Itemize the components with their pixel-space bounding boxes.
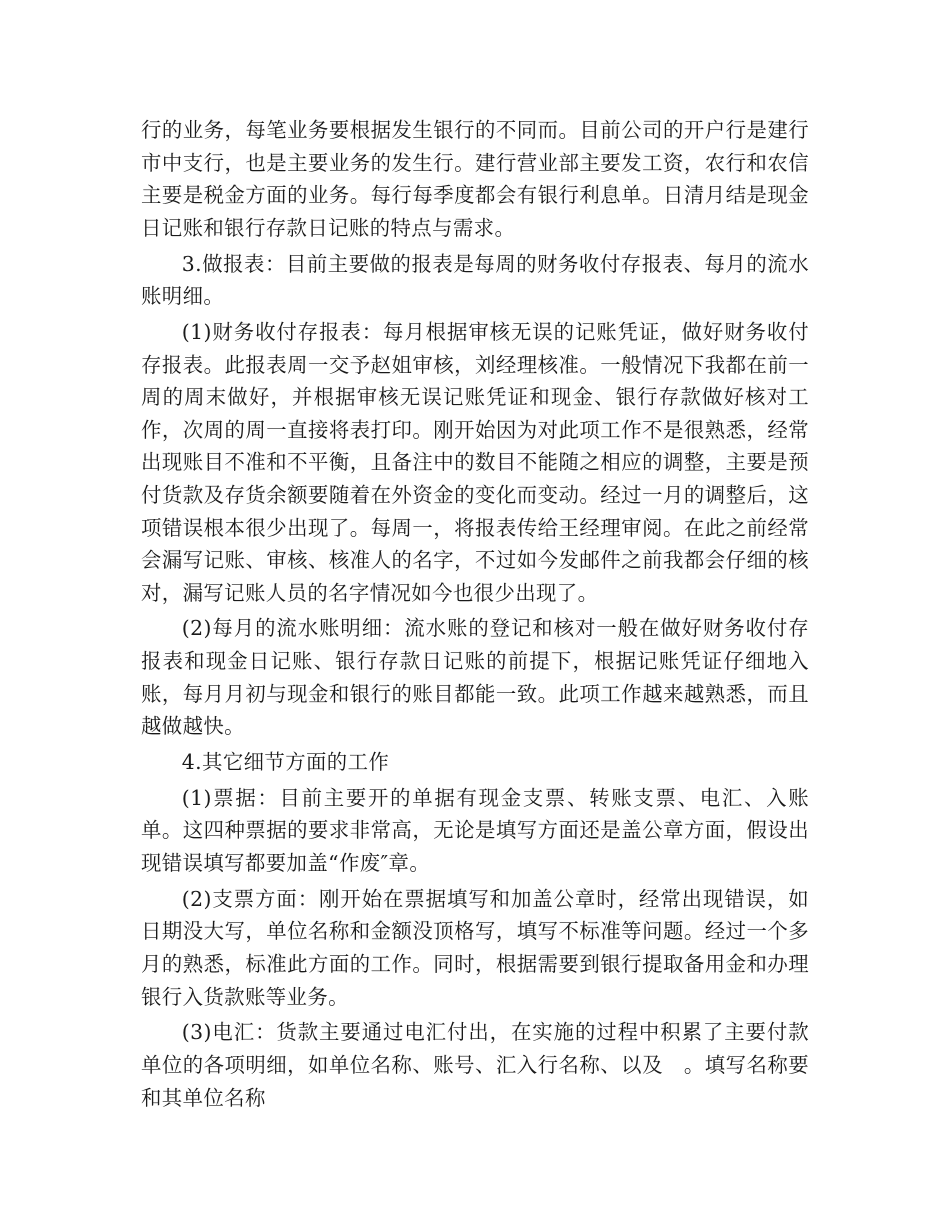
paragraph-ledger-detail: (2)每月的流水账明细：流水账的登记和核对一般在做好财务收付存报表和现金日记账、银行存款日记账的前提下，根据记账凭证仔细地入账，每月月初与现金和银行的账目都能一致。此项工作越来越熟悉，而且越做越快。 — [141, 616, 809, 739]
paragraph-bank-business: 行的业务，每笔业务要根据发生银行的不同而。目前公司的开户行是建行市中支行，也是主要业务的发生行。建行营业部主要发工资，农行和农信主要是税金方面的业务。每行每季度都会有银行利息单。日清月结是现金日记账和银行存款日记账的特点与需求。 — [141, 118, 809, 240]
paragraph-reports-heading: 3.做报表：目前主要做的报表是每周的财务收付存报表、每月的流水账明细。 — [141, 251, 809, 309]
document-body — [141, 114, 809, 1117]
paragraph-checks: (2)支票方面：刚开始在票据填写和加盖公章时，经常出现错误，如日期没大写，单位名称和金额没顶格写，填写不标准等问题。经过一个多月的熟悉，标准此方面的工作。同时，根据需要到银行提取备用金和办理银行入货款账等业务。 — [141, 886, 809, 1009]
paragraph-other-details-heading: 4.其它细节方面的工作 — [181, 750, 390, 775]
paragraph-bills: (1)票据：目前主要开的单据有现金支票、转账支票、电汇、入账单。这四种票据的要求非常高，无论是填写方面还是盖公章方面，假设出现错误填写都要加盖“作废″章。 — [141, 785, 809, 875]
paragraph-finance-report: (1)财务收付存报表：每月根据审核无误的记账凭证，做好财务收付存报表。此报表周一交予赵姐审核，刘经理核准。一般情况下我都在前一周的周末做好，并根据审核无误记账凭证和现金、银行存款做好核对工作，次周的周一直接将表打印。刚开始因为对此项工作不是很熟悉，经常出现账目不准和不平衡，且备注中的数目不能随之相应的调整，主要是预付货款及存货余额要随着在外资金的变化而变动。经过一月的调整后，这项错误根本很少出现了。每周一，将报表传给王经理审阅。在此之前经常会漏写记账、审核、核准人的名字，不过如今发邮件之前我都会仔细的核对，漏写记账人员的名字情况如今也很少出现了。 — [141, 319, 809, 605]
paragraph-wire-transfer: (3)电汇：货款主要通过电汇付出，在实施的过程中积累了主要付款单位的各项明细，如单位名称、账号、汇入行名称、以及 。填写名称要和其单位名称 — [141, 1020, 809, 1110]
